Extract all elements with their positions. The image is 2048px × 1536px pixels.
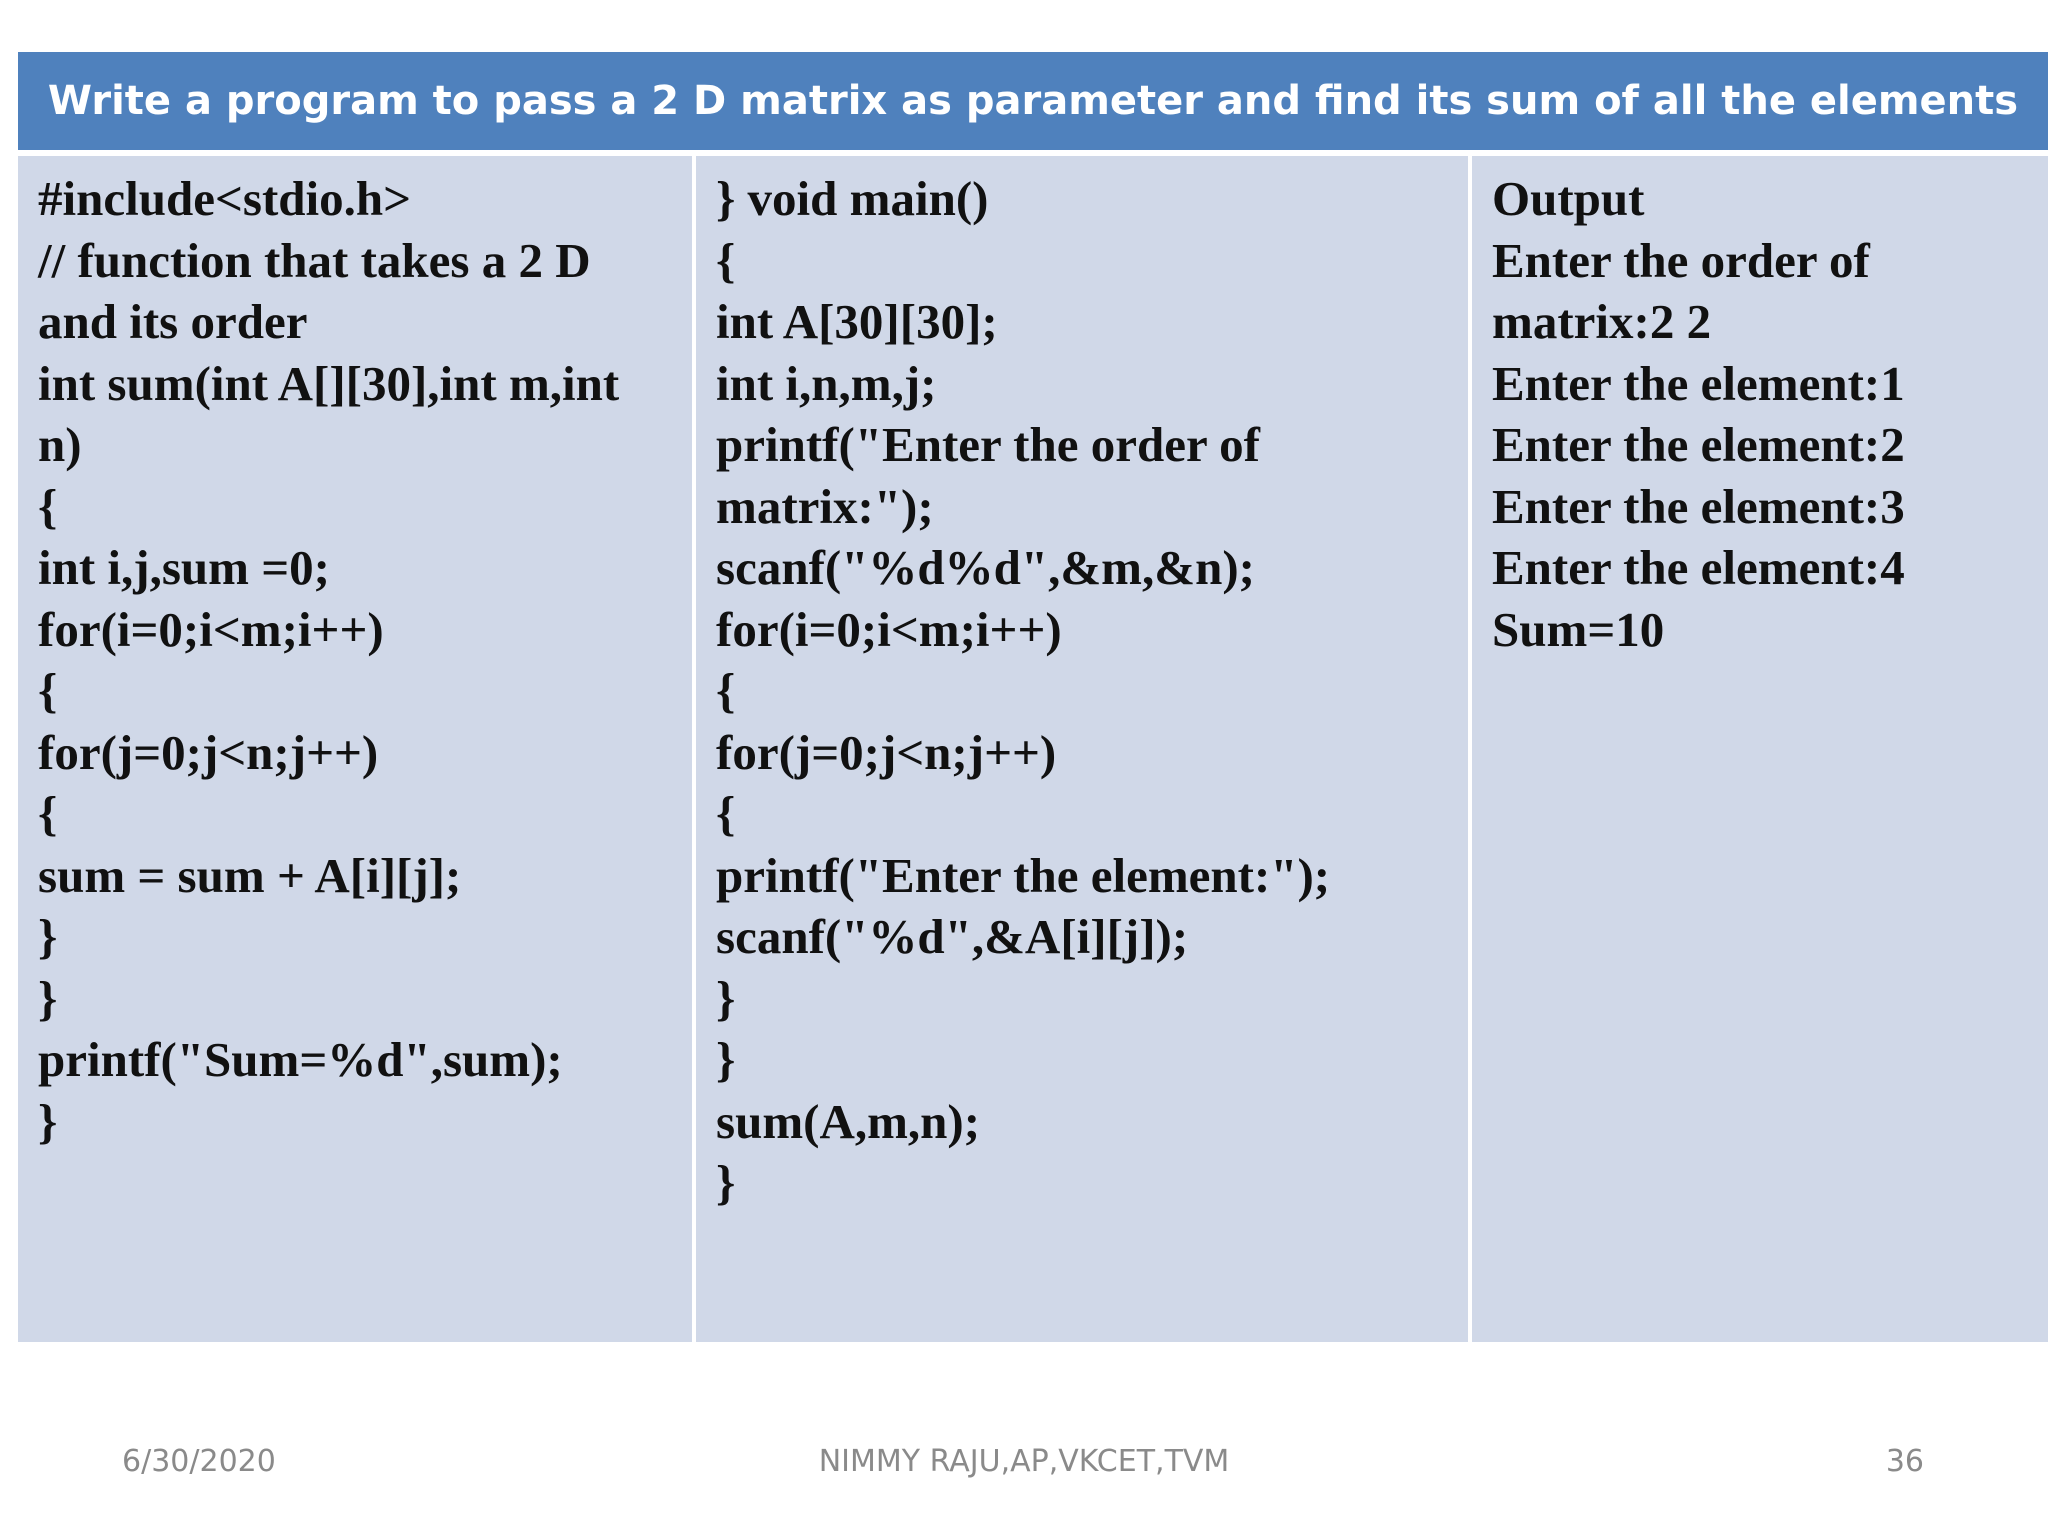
output-column (1472, 156, 2048, 1342)
code-line: for(i=0;i<m;i++) (716, 601, 1062, 657)
function-code-column (18, 156, 692, 1342)
code-line: for(i=0;i<m;i++) (38, 601, 384, 657)
code-line: scanf("%d%d",&m,&n); (716, 540, 1255, 595)
output-line: Enter the element:2 (1492, 417, 1905, 472)
code-line: #include<stdio.h> (38, 171, 412, 226)
footer-date: 6/30/2020 (122, 1444, 276, 1479)
code-line: for(j=0;j<n;j++) (716, 724, 1057, 780)
code-line: } (38, 909, 58, 964)
output-line: matrix:2 2 (1492, 294, 1712, 349)
code-line: int sum(int A[][30],int m,int (38, 355, 620, 411)
code-line: } (38, 1093, 58, 1149)
output-line: Enter the order of (1492, 232, 1870, 288)
code-line: int i,n,m,j; (716, 355, 937, 411)
output-line: Enter the element:3 (1492, 478, 1905, 534)
code-line: { (38, 478, 58, 534)
code-line: { (716, 786, 736, 841)
code-line: n) (38, 417, 82, 472)
code-line: int A[30][30]; (716, 294, 998, 349)
code-line: } (716, 1032, 736, 1087)
code-line: { (716, 232, 736, 288)
code-table (18, 52, 2048, 1342)
code-line: sum = sum + A[i][j]; (38, 847, 462, 903)
output-line: Enter the element:1 (1492, 355, 1905, 411)
footer-page-number: 36 (1885, 1444, 1924, 1479)
code-line: printf("Sum=%d",sum); (38, 1032, 563, 1087)
code-line: } void main() (716, 171, 989, 226)
slide-title: Write a program to pass a 2 D matrix as parameter and find its sum of all the elements (18, 52, 2048, 150)
output-line: Sum=10 (1492, 601, 1665, 657)
output-line: Enter the element:4 (1492, 540, 1905, 595)
code-line: } (716, 970, 736, 1026)
code-line: matrix:"); (716, 478, 934, 534)
main-code-column (696, 156, 1468, 1342)
code-line: } (716, 1155, 736, 1210)
code-line: { (38, 786, 58, 841)
code-line: int i,j,sum =0; (38, 540, 330, 595)
code-line: { (716, 663, 736, 718)
output-line: Output (1492, 171, 1645, 226)
footer-author: NIMMY RAJU,AP,VKCET,TVM (818, 1444, 1230, 1479)
code-line: // function that takes a 2 D (38, 232, 591, 288)
code-line: printf("Enter the element:"); (716, 847, 1331, 903)
code-line: sum(A,m,n); (716, 1093, 981, 1149)
code-line: printf("Enter the order of (716, 417, 1260, 472)
code-line: for(j=0;j<n;j++) (38, 724, 379, 780)
code-line: scanf("%d",&A[i][j]); (716, 909, 1189, 964)
code-line: and its order (38, 294, 308, 349)
code-line: } (38, 970, 58, 1026)
code-line: { (38, 663, 58, 718)
